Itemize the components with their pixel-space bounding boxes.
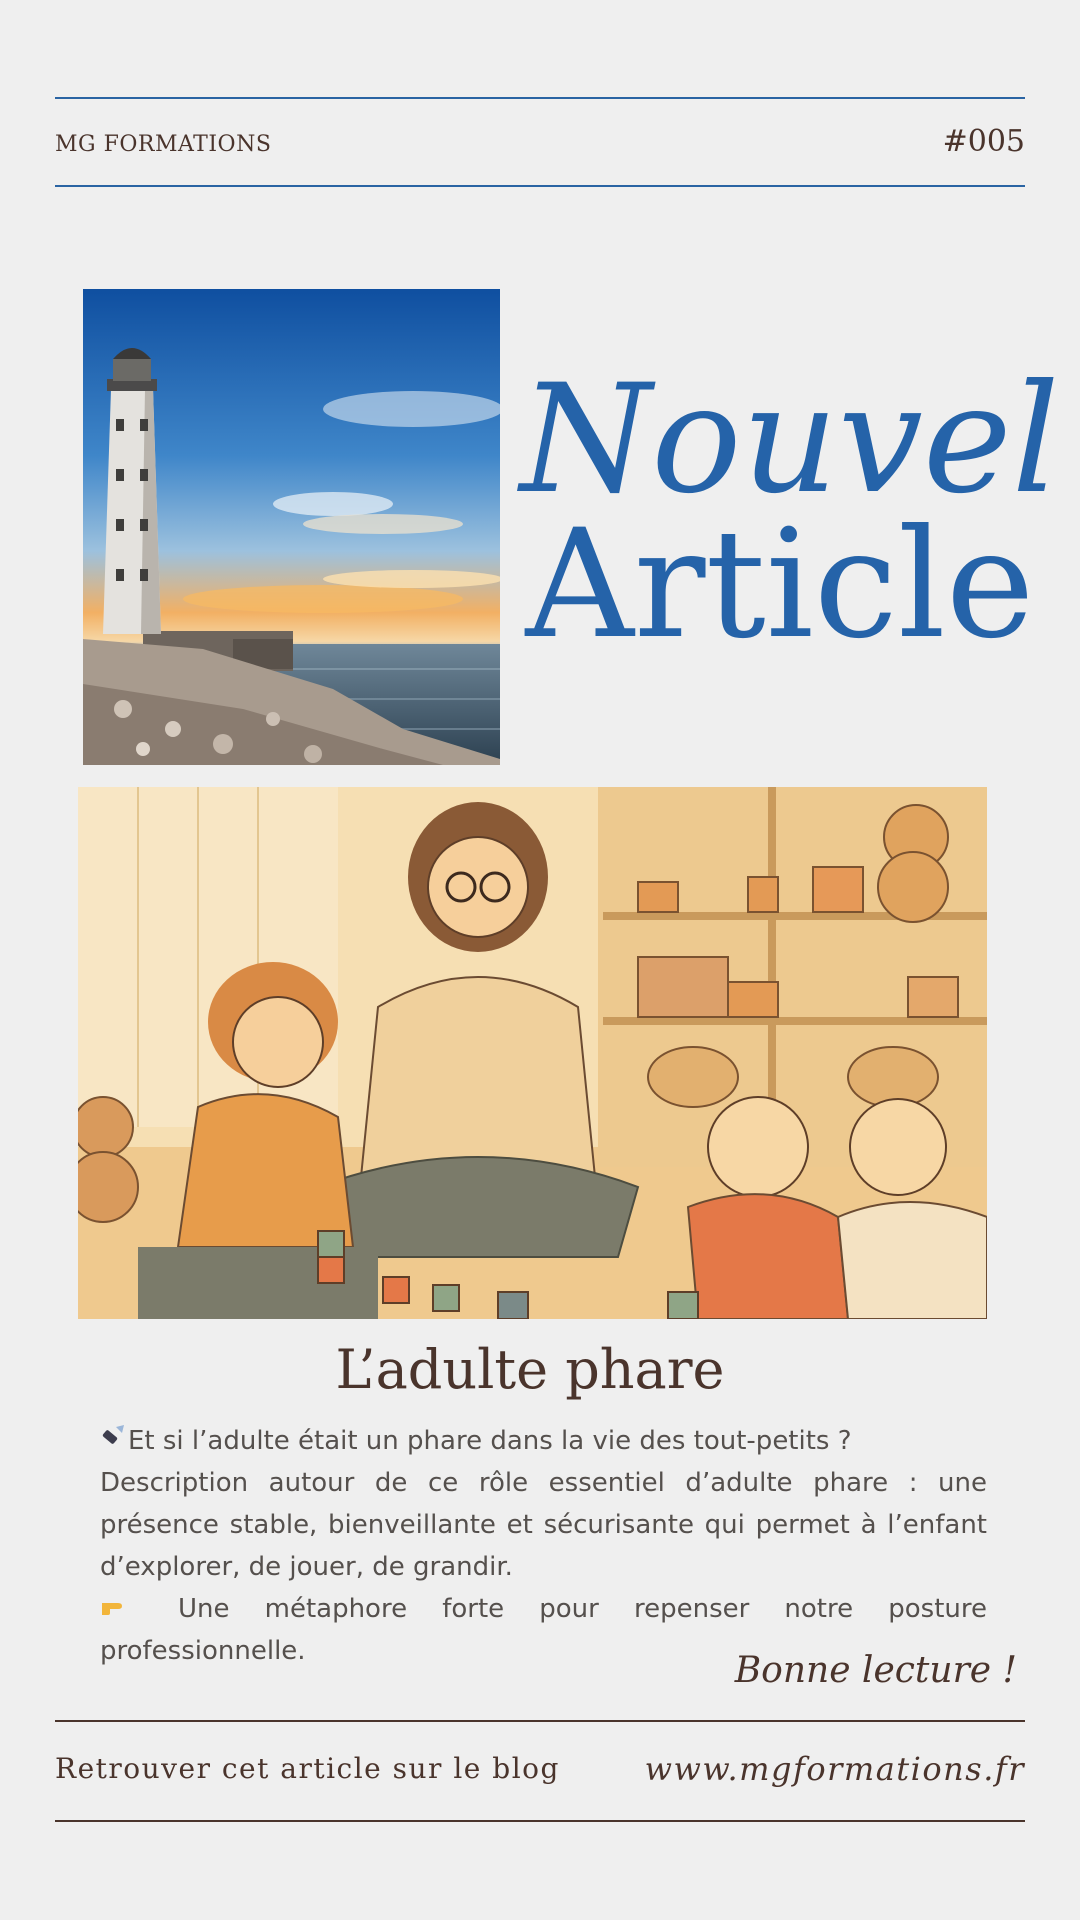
issue-number: #005 [942, 124, 1025, 159]
title-line-1: Nouvel [520, 353, 1060, 527]
header-top-rule [55, 97, 1025, 99]
brand-name: MG FORMATIONS [55, 132, 272, 157]
article-line-1 [100, 1420, 987, 1462]
article-intro: Et si l’adulte était un phare dans la vie des tout-petits ? [128, 1426, 852, 1456]
classroom-illustration [78, 787, 987, 1319]
lighthouse-photo [83, 289, 500, 765]
title-line-2: Article [525, 498, 1035, 672]
article-body [100, 1420, 987, 1672]
pointing-hand-icon [100, 1588, 178, 1630]
article-metaphor: Une métaphore forte pour repenser notre posture professionnelle. [100, 1594, 987, 1666]
article-paragraph: Description autour de ce rôle essentiel d’adulte phare : une présence stable, bienveillante et sécurisante qui permet à l’enfant d’explorer, de jouer, de grandir. [100, 1468, 987, 1582]
footer-blog-text: Retrouver cet article sur le blog [55, 1752, 560, 1785]
footer-website-link[interactable]: www.mgformations.fr [644, 1750, 1025, 1788]
footer-top-rule [55, 1720, 1025, 1722]
flashlight-icon [100, 1420, 128, 1462]
header-bottom-rule [55, 185, 1025, 187]
article-heading: L’adulte phare [335, 1338, 725, 1401]
signoff: Bonne lecture ! [734, 1650, 1017, 1691]
footer-bottom-rule [55, 1820, 1025, 1822]
